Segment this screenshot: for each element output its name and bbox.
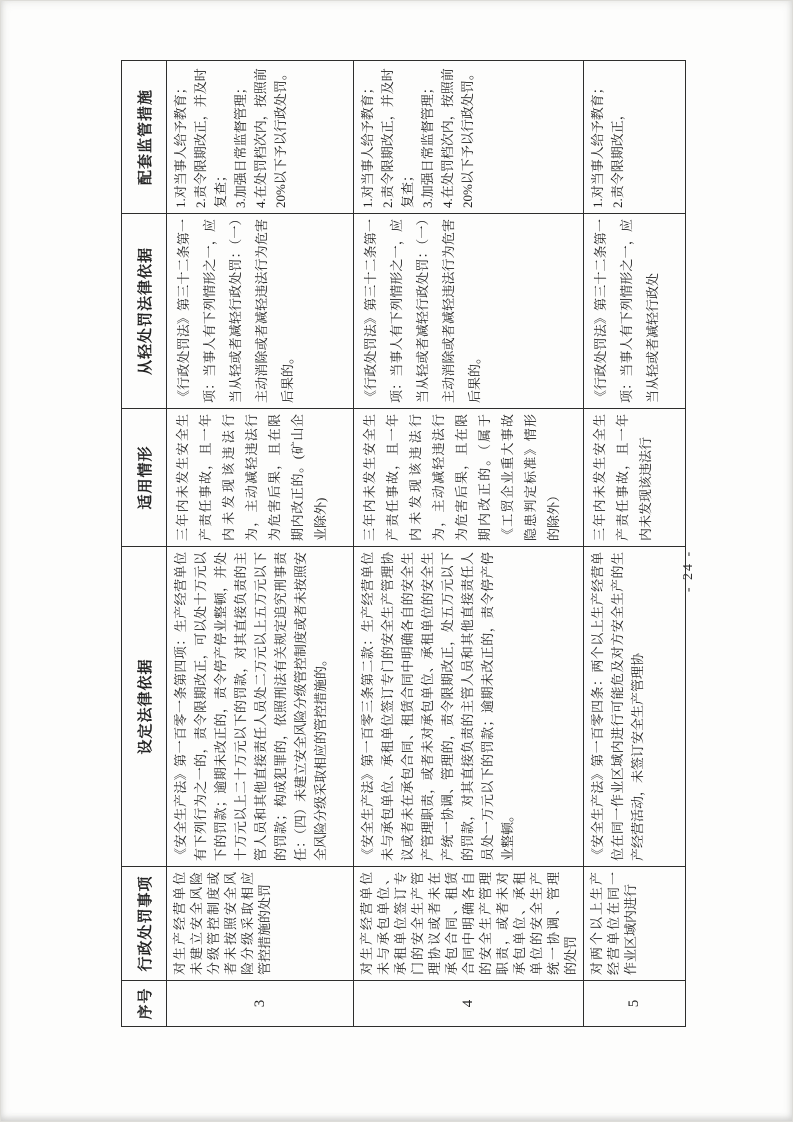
cell-serial-number: 4 [354,981,584,1027]
cell-supporting-measures [167,61,354,214]
col-header-penalty-item: 行政处罚事项 [122,867,167,981]
measure-line: 3.加强日常监督管理； [420,81,435,208]
measure-line: 1.对当事人给予教育； [590,81,605,208]
cell-applicable-situation: 三年内未发生安全生产责任事故，且一年内未发现该违法行 [584,409,686,547]
cell-applicable-situation: 三年内未发生安全生产责任事故，且一年内未发现该违法行为，主动减轻违法行为危害后果，且在限期内改正的。（属于《工贸企业重大事故隐患判定标准》情形的除外） [354,409,584,547]
measure-line: 3.加强日常监督管理； [233,81,248,208]
measure-line: 2.责令限期改正，并及时复查； [193,68,228,208]
cell-supporting-measures [584,61,686,214]
cell-leniency-basis: 《行政处罚法》第三十二条第一项：当事人有下列情形之一，应当从轻或者减轻行政处 [584,214,686,409]
measure-line: 4.在处罚档次内，按照前20%以下予以行政处罚。 [440,67,475,208]
cell-penalty-item: 对生产经营单位未与承包单位、承租单位签订专门的安全生产管理协议或者未在承包合同、租赁合同中明确各自的安全生产管理职责，或者未对承包单位、承租单位的安全生产统一协调、管理的处罚 [354,867,584,981]
measure-line: 1.对当事人给予教育； [360,81,375,208]
cell-supporting-measures [354,61,584,214]
cell-penalty-item: 对两个以上生产经营单位在同一作业区域内进行 [584,867,686,981]
table-header-row [122,61,167,1027]
cell-legal-basis: 《安全生产法》第一百零三条第二款：生产经营单位未与承包单位、承租单位签订专门的安全生产管理协议或者未在承包合同、租赁合同中明确各自的安全生产管理职责，或者未对承包单位、承租单位的安全生产统一协调、管理的，责令限期改正，处五万元以下的罚款，对其直接负责的主管人员和其他直接责任人员处一万元以下的罚款；逾期未改正的，责令停产停业整顿。 [354,547,584,867]
table-row [354,61,584,1027]
cell-serial-number: 3 [167,981,354,1027]
cell-leniency-basis: 《行政处罚法》第三十二条第一项：当事人有下列情形之一，应当从轻或者减轻行政处罚：（一）主动消除或者减轻违法行为危害后果的。 [354,214,584,409]
cell-applicable-situation: 三年内未发生安全生产责任事故，且一年内未发现该违法行为，主动减轻违法行为危害后果，且在限期内改正的。(矿山企业除外) [167,409,354,547]
col-header-serial: 序号 [122,981,167,1027]
page-number [665,516,713,626]
measure-line: 1.对当事人给予教育； [173,81,188,208]
measure-line: 2.责令限期改正， [610,107,625,208]
cell-legal-basis: 《安全生产法》第一百零一条第四项：生产经营单位有下列行为之一的，责令限期改正，可以处十万元以下的罚款；逾期未改正的，责令停产停业整顿，并处十万元以上二十万元以下的罚款，对其直接负责的主管人员和其他直接责任人员处二万元以上五万元以下的罚款；构成犯罪的，依照刑法有关规定追究刑事责任：（四）未建立安全风险分级管控制度或者未按照安全风险分级采取相应的管控措施的。 [167,547,354,867]
measure-line: 4.在处罚档次内，按照前20%以下予以行政处罚。 [253,67,288,208]
measure-line: 2.责令限期改正，并及时复查； [380,68,415,208]
penalty-table [121,60,686,1027]
page-number-text: - 24 - [680,549,696,593]
cell-leniency-basis: 《行政处罚法》第三十二条第一项：当事人有下列情形之一，应当从轻或者减轻行政处罚：（一）主动消除或者减轻违法行为危害后果的。 [167,214,354,409]
cell-penalty-item: 对生产经营单位未建立安全风险分级管控制度或者未按照安全风险分级采取相应管控措施的处罚 [167,867,354,981]
col-header-leniency-basis: 从轻处罚法律依据 [122,214,167,409]
col-header-supporting-measures: 配套监管措施 [122,61,167,214]
table-row [167,61,354,1027]
col-header-legal-basis: 设定法律依据 [122,547,167,867]
rotation-layer [121,61,663,1027]
cell-serial-number: 5 [584,981,686,1027]
cell-legal-basis: 《安全生产法》第一百零四条：两个以上生产经营单位在同一作业区域内进行可能危及对方安全生产的生产经营活动，未签订安全生产管理协 [584,547,686,867]
col-header-applicable-situation: 适用情形 [122,409,167,547]
rotated-table-container [121,61,663,1027]
